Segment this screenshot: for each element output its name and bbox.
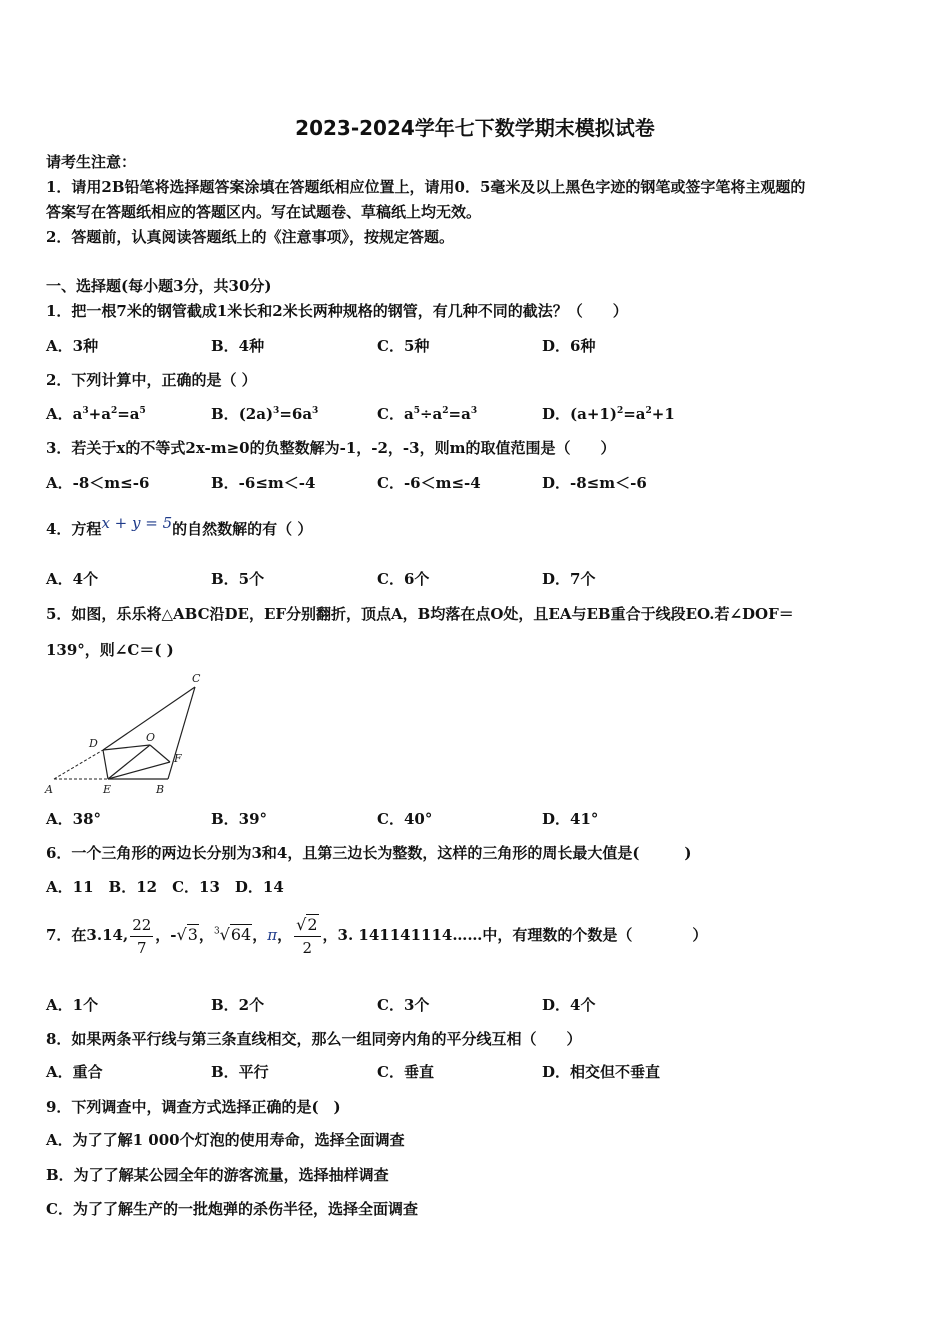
q4-equation: x + y = 5 [101, 514, 173, 532]
q1-option-b: B．4种 [211, 337, 265, 355]
pi-symbol: π [267, 926, 278, 944]
q1-option-a: A．3种 [46, 337, 99, 355]
triangle-figure [40, 668, 215, 800]
question-3-stem: 3．若关于x的不等式2x-m≥0的负整数解为-1，-2，-3，则m的取值范围是（ ） [46, 439, 616, 457]
figure-label-f: F [174, 752, 182, 765]
q4-option-a: A．4个 [46, 570, 99, 588]
q9-option-b: B．为了了解某公园全年的游客流量，选择抽样调查 [46, 1166, 389, 1184]
q8-option-d: D．相交但不垂直 [542, 1063, 661, 1081]
q2-option-d: D．$(a+1)^2=a^2+1$ [542, 405, 675, 423]
question-6-stem: 6．一个三角形的两边长分别为3和4，且第三边长为整数，这样的三角形的周长最大值是( ) [46, 844, 692, 862]
q3-option-d: D．-8≤m＜-6 [542, 474, 647, 492]
notice-item-2: 2．答题前，认真阅读答题纸上的《注意事项》，按规定答题。 [46, 228, 454, 246]
q5-option-a: A．38° [46, 810, 102, 828]
q3-option-a: A．-8＜m≤-6 [46, 474, 150, 492]
question-5-stem-a: 5．如图，乐乐将△ABC沿DE，EF分别翻折，顶点A，B均落在点O处，且EA与EB重合于线段EO.若∠DOF＝ [46, 605, 794, 623]
notice-heading: 请考生注意： [46, 153, 137, 171]
q4-option-b: B．5个 [211, 570, 265, 588]
q8-option-c: C．垂直 [377, 1063, 434, 1081]
section-heading: 一、选择题(每小题3分，共30分) [46, 277, 272, 295]
q7-option-b: B．2个 [211, 996, 265, 1014]
q6-options: A．11 B．12 C．13 D．14 [46, 878, 284, 896]
question-9-stem: 9．下列调查中，调查方式选择正确的是( ) [46, 1098, 341, 1116]
q7-option-a: A．1个 [46, 996, 99, 1014]
question-1-stem: 1．把一根7米的钢管截成1米长和2米长两种规格的钢管，有几种不同的截法？（ ） [46, 302, 628, 320]
q7-option-c: C．3个 [377, 996, 430, 1014]
figure-label-b: B [156, 783, 165, 796]
notice-item-1b: 答案写在答题纸相应的答题区内。写在试题卷、草稿纸上均无效。 [46, 203, 482, 221]
question-2-stem: 2．下列计算中，正确的是（ ） [46, 371, 257, 389]
q3-option-b: B．-6≤m＜-4 [211, 474, 316, 492]
q9-option-c: C．为了了解生产的一批炮弹的杀伤半径，选择全面调查 [46, 1200, 418, 1218]
figure-label-d: D [89, 737, 98, 750]
q2-option-a: A．$a^3+a^2=a^5$ [46, 405, 146, 423]
q1-option-d: D．6种 [542, 337, 596, 355]
q3-option-c: C．-6＜m≤-4 [377, 474, 481, 492]
sqrt-3: √3 [176, 925, 198, 944]
question-7-stem: 7．在3.14, $\frac{22}{7}$ ，-√3，$^3$√64，π， $\frac{√2}{2}$ ，3. 141141114……中，有理数的个数是（ ） [46, 914, 708, 957]
figure-label-e: E [103, 783, 112, 796]
cube-root-64: $^3$√64 [213, 925, 252, 944]
figure-label-c: C [192, 672, 201, 685]
question-8-stem: 8．如果两条平行线与第三条直线相交，那么一组同旁内角的平分线互相（ ） [46, 1030, 582, 1048]
fraction-sqrt2-2: $\frac{√2}{2}$ [294, 914, 320, 959]
q5-option-d: D．41° [542, 810, 599, 828]
q8-option-b: B．平行 [211, 1063, 269, 1081]
q4-option-d: D．7个 [542, 570, 596, 588]
question-4-stem: 4．方程x + y = 5的自然数解的有（ ） [46, 514, 313, 538]
question-5-stem-b: 139°，则∠C＝( ) [46, 641, 174, 659]
q5-option-b: B．39° [211, 810, 268, 828]
notice-item-1a: 1．请用2B铅笔将选择题答案涂填在答题纸相应位置上，请用0．5毫米及以上黑色字迹的钢笔或签字笔将主观题的 [46, 178, 806, 196]
q1-option-c: C．5种 [377, 337, 430, 355]
q7-option-d: D．4个 [542, 996, 596, 1014]
q2-option-b: B．$(2a)^3=6a^3$ [211, 405, 319, 423]
page-title: 2023-2024学年七下数学期末模拟试卷 [295, 116, 655, 140]
q5-option-c: C．40° [377, 810, 433, 828]
q9-option-a: A．为了了解1 000个灯泡的使用寿命，选择全面调查 [46, 1131, 405, 1149]
figure-label-a: A [45, 783, 53, 796]
q4-option-c: C．6个 [377, 570, 430, 588]
fraction-22-7: $\frac{22}{7}$ [132, 915, 152, 957]
q8-option-a: A．重合 [46, 1063, 103, 1081]
q2-option-c: C．$a^5\div a^2=a^3$ [377, 405, 478, 423]
figure-label-o: O [146, 731, 156, 744]
